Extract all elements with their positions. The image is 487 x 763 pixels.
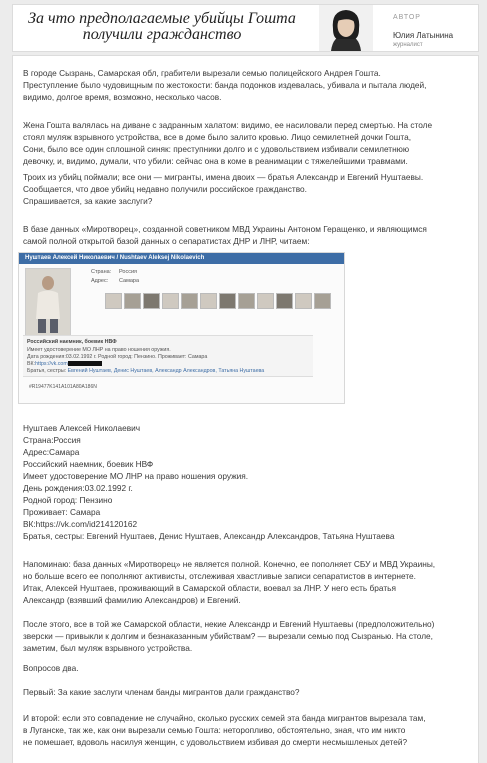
photo-thumbnail[interactable]: [257, 293, 274, 309]
text-line: Имеет удостоверение МО ЛНР на право ношения оружия.: [23, 471, 249, 481]
paragraph: [23, 67, 468, 103]
country-value: Россия: [119, 269, 138, 275]
photo-thumbnail[interactable]: [219, 293, 236, 309]
text-line: ВК:https://vk.com/id214120162: [23, 519, 138, 529]
paragraph: [23, 712, 468, 748]
sibling-link[interactable]: Евгений Нуштаев,: [67, 368, 113, 374]
text-line: Преступление было чудовищным по жестокости: банда подонков издевалась, убивала и пытала людей,: [23, 80, 427, 90]
text-line: Вопросов два.: [23, 663, 79, 673]
author-section-label: АВТОР: [393, 14, 421, 21]
record-code: #R19477K141A101A80A186N: [29, 384, 97, 390]
text-line: девочку, и, видимо, думали, что убили: сейчас она в коме в реанимации с тяжелейшими травмами.: [23, 156, 408, 166]
photo-thumbnail[interactable]: [295, 293, 312, 309]
text-line: самой полной открытой базой данных о сепаратистах ДНР и ЛНР, читаем:: [23, 236, 310, 246]
paragraph: [23, 119, 468, 167]
text-line: Напоминаю: база данных «Миротворец» не является полной. Конечно, ее пополняет СБУ и МВД Украины,: [23, 559, 436, 569]
author-avatar[interactable]: [319, 5, 373, 51]
text-line: Страна:Россия: [23, 435, 81, 445]
photo-thumbnail[interactable]: [124, 293, 141, 309]
article-header: [12, 4, 479, 52]
card-info-block: [23, 335, 313, 377]
info-title: Российский наемник, боевик НВФ: [27, 339, 117, 345]
text-line: После этого, все в той же Самарской области, некие Александр и Евгений Нуштаевы (предположительно): [23, 619, 435, 629]
text-line: Нуштаев Алексей Николаевич: [23, 423, 141, 433]
profile-block: [23, 422, 468, 542]
text-line: зверски — привыкли к долгим и безнаказанным убийствам? — вырезали семью под Сызранью. На столе,: [23, 631, 433, 641]
siblings-line: [27, 368, 264, 374]
text-line: Проживает: Самара: [23, 507, 101, 517]
photo-thumbnail[interactable]: [200, 293, 217, 309]
photo-thumbnail[interactable]: [105, 293, 122, 309]
redacted-bar: [68, 361, 102, 366]
article-title-line: За что предполагаемые убийцы Гошта: [28, 10, 296, 27]
text-line: Российский наемник, боевик НВФ: [23, 459, 154, 469]
text-line: Первый: За какие заслуги членам банды мигрантов дали гражданство?: [23, 687, 300, 697]
text-line: В городе Сызрань, Самарская обл, грабители вырезали семью полицейского Андрея Гошта.: [23, 68, 381, 78]
text-line: стоял муляж взрывного устройства, все в доме было залито кровью. Лицо семилетней дочки Гошта,: [23, 132, 412, 142]
database-screenshot: [18, 252, 345, 404]
card-header: Нуштаев Алексей Николаевич / Nushtaev Aleksej Nikolaevich: [19, 253, 344, 264]
text-line: Итак, Алексей Нуштаев, проживающий в Самарской области, воевал за ЛНР. У него есть братья: [23, 583, 396, 593]
text-line: в Луганске, так же, как они вырезали семью Гошта: неторопливо, обстоятельно, зная, что им никто: [23, 725, 406, 735]
text-line: Родной город: Пензино: [23, 495, 113, 505]
country-label: Страна:: [91, 269, 112, 275]
article-title-line: получили гражданство: [82, 26, 242, 43]
text-line: Троих из убийц поймали; все они — мигранты, имена двоих — братья Александр и Евгений Нуштаевы.: [23, 172, 424, 182]
vk-line: [27, 361, 102, 367]
text-line: И второй: если это совпадение не случайно, сколько русских семей эта банда мигрантов вырезала там,: [23, 713, 426, 723]
text-line: заметим, был муляж взрывного устройства.: [23, 643, 193, 653]
sibling-link[interactable]: Денис Нуштаев,: [113, 368, 154, 374]
photo-thumbnail[interactable]: [276, 293, 293, 309]
text-line: Спрашивается, за какие заслуги?: [23, 196, 153, 206]
vk-link[interactable]: https://vk.com: [35, 361, 68, 367]
paragraph: [23, 662, 468, 674]
text-line: но больше всего ее пополняют активисты, отслеживая хвастливые записи сепаратистов в интернете.: [23, 571, 416, 581]
article-title: [17, 11, 307, 43]
text-line: Сообщается, что двое убийц недавно получили российское гражданство.: [23, 184, 307, 194]
person-photo: [25, 268, 71, 336]
text-line: не помешает, вдоволь насилуя женщин, с удовольствием избивая до смерти несмышленых детей?: [23, 737, 408, 747]
photo-thumbnail[interactable]: [162, 293, 179, 309]
address-label: Адрес:: [91, 278, 109, 284]
text-line: видимо, долгое время, возможно, несколько часов.: [23, 92, 222, 102]
text-line: Жена Гошта валялась на диване с задранным халатом: видимо, ее насиловали перед смертью. На столе: [23, 120, 433, 130]
sibling-link[interactable]: Татьяна Нуштаева: [218, 368, 265, 374]
photo-thumbnail[interactable]: [238, 293, 255, 309]
vk-label: ВК:: [27, 361, 36, 367]
info-line: Имеет удостоверение МО ЛНР на право ношения оружия.: [27, 347, 171, 353]
text-line: Адрес:Самара: [23, 447, 80, 457]
paragraph: [23, 223, 468, 247]
article-body: [12, 55, 479, 763]
info-line: Дата рождения:03.02.1992 г. Родной город: Пензино. Проживает: Самара: [27, 354, 208, 360]
photo-thumbnail[interactable]: [314, 293, 331, 309]
sibling-link[interactable]: Александр Александров,: [155, 368, 217, 374]
photo-thumbnail[interactable]: [181, 293, 198, 309]
paragraph: [23, 618, 468, 654]
paragraph: [23, 686, 468, 698]
paragraph: [23, 558, 468, 606]
text-line: Братья, сестры: Евгений Нуштаев, Денис Нуштаев, Александр Александров, Татьяна Нуштаева: [23, 531, 395, 541]
address-value: Самара: [119, 278, 140, 284]
text-line: Сони, было все один сплошной синяк: преступники долго и с удовольствием избивали семилетнюю: [23, 144, 410, 154]
text-line: В базе данных «Миротворец», созданной советником МВД Украины Антоном Геращенко, и являющимся: [23, 224, 427, 234]
author-role: журналист: [393, 42, 423, 48]
author-name-link[interactable]: Юлия Латынина: [393, 31, 454, 40]
text-line: День рождения:03.02.1992 г.: [23, 483, 133, 493]
photo-thumbnail[interactable]: [143, 293, 160, 309]
text-line: Александр (взявший фамилию Александров) и Евгений.: [23, 595, 241, 605]
siblings-label: Братья, сестры:: [27, 368, 67, 374]
paragraph: [23, 171, 468, 207]
